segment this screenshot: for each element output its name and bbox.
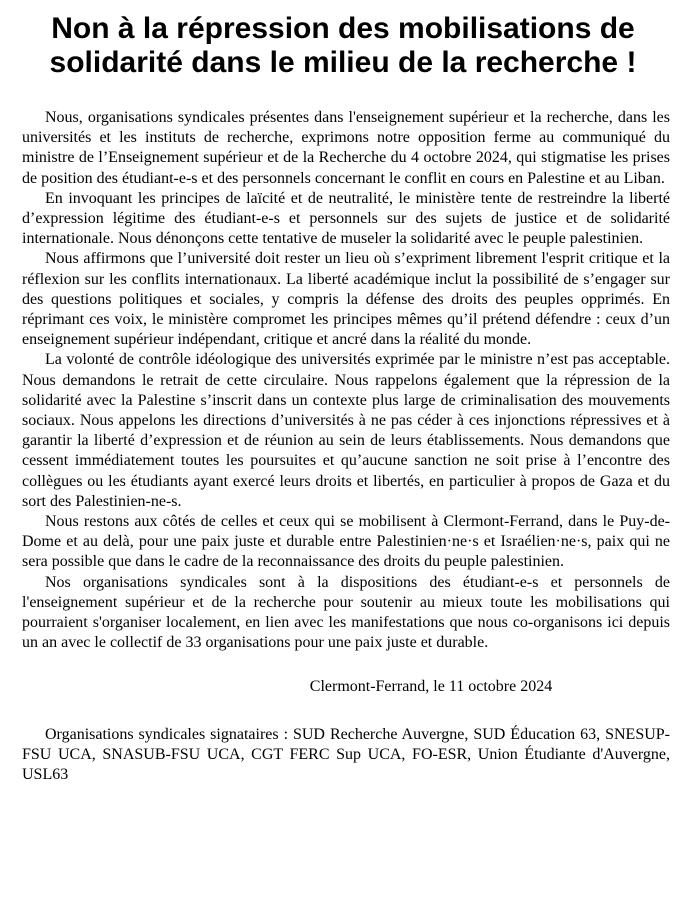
paragraph-retrait-circulaire: La volonté de contrôle idéologique des universités exprimée par le ministre n’est pas acceptable. Nous demandons le retrait de cette circulaire. Nous rappelons également que la répression de la solidarité avec la Palestine s’inscrit dans un contexte plus large de criminalisation des mouvements sociaux. Nous appelons les directions d’universités à ne pas céder à ces injonctions répressives et à garantir la liberté d’expression et de réunion au sein de leurs établissements. Nous demandons que cessent immédiatement toutes les poursuites et qu’aucune sanction ne soit prise à l’encontre des collègues ou les étudiants ayant exercé leurs droits et libertés, en particulier à propos de Gaza et du sort des Palestinien-ne-s. (22, 351, 670, 510)
date-line: Clermont-Ferrand, le 11 octobre 2024 (309, 678, 553, 696)
paragraph-laicite-neutralite: En invoquant les principes de laïcité et de neutralité, le ministère tente de restreindre la liberté d’expression légitime des étudiant-e-s et personnels sur des sujets de justice et de solidarité internationale. Nous dénonçons cette tentative de museler la solidarité avec le peuple palestinien. (22, 189, 670, 248)
paragraph-paix-juste-durable: Nous restons aux côtés de celles et ceux qui se mobilisent à Clermont-Ferrand, dans le Puy-de-Dome et au delà, pour une paix juste et durable entre Palestinien·ne·s et Israélien·ne·s, paix qui ne sera possible que dans le cadre de la reconnaissance des droits du peuple palestinien. (22, 513, 670, 571)
signatories-list: Organisations syndicales signataires : SUD Recherche Auvergne, SUD Éducation 63, SNESUP-FSU UCA, SNASUB-FSU UCA, CGT FERC Sup UCA, FO-ESR, Union Étudiante d'Auvergne, USL63 (22, 725, 670, 784)
paragraph-liberte-academique: Nous affirmons que l’université doit rester un lieu où s’expriment librement l'esprit critique et la réflexion sur les conflits internationaux. La liberté académique inclut la possibilité de s’engager sur des questions politiques et sociales, y compris la défense des droits des peuples opprimés. En réprimant ces voix, le ministère compromet les principes mêmes qu’il prétend défendre : ceux d’un enseignement supérieur indépendant, critique et ancré dans la réalité du monde. (22, 250, 670, 349)
document-body (22, 108, 670, 653)
paragraph-soutien-mobilisations: Nos organisations syndicales sont à la dispositions des étudiant-e-s et personnels de l'enseignement supérieur et de la recherche pour soutenir au mieux toute les mobilisations qui pourraient s'organiser localement, en lien avec les manifestations que nous co-organisons ici depuis un an avec le collectif de 33 organisations pour une paix juste et durable. (22, 573, 670, 652)
paragraph-intro-opposition: Nous, organisations syndicales présentes dans l'enseignement supérieur et la recherche, dans les universités et les instituts de recherche, exprimons notre opposition ferme au communiqué du ministre de l’Enseignement supérieur et de la Recherche du 4 octobre 2024, qui stigmatise les prises de position des étudiant-e-s et des personnels concernant le conflit en cours en Palestine et au Liban. (22, 109, 670, 187)
document-title: Non à la répression des mobilisations de solidarité dans le milieu de la recherche ! (49, 12, 637, 79)
